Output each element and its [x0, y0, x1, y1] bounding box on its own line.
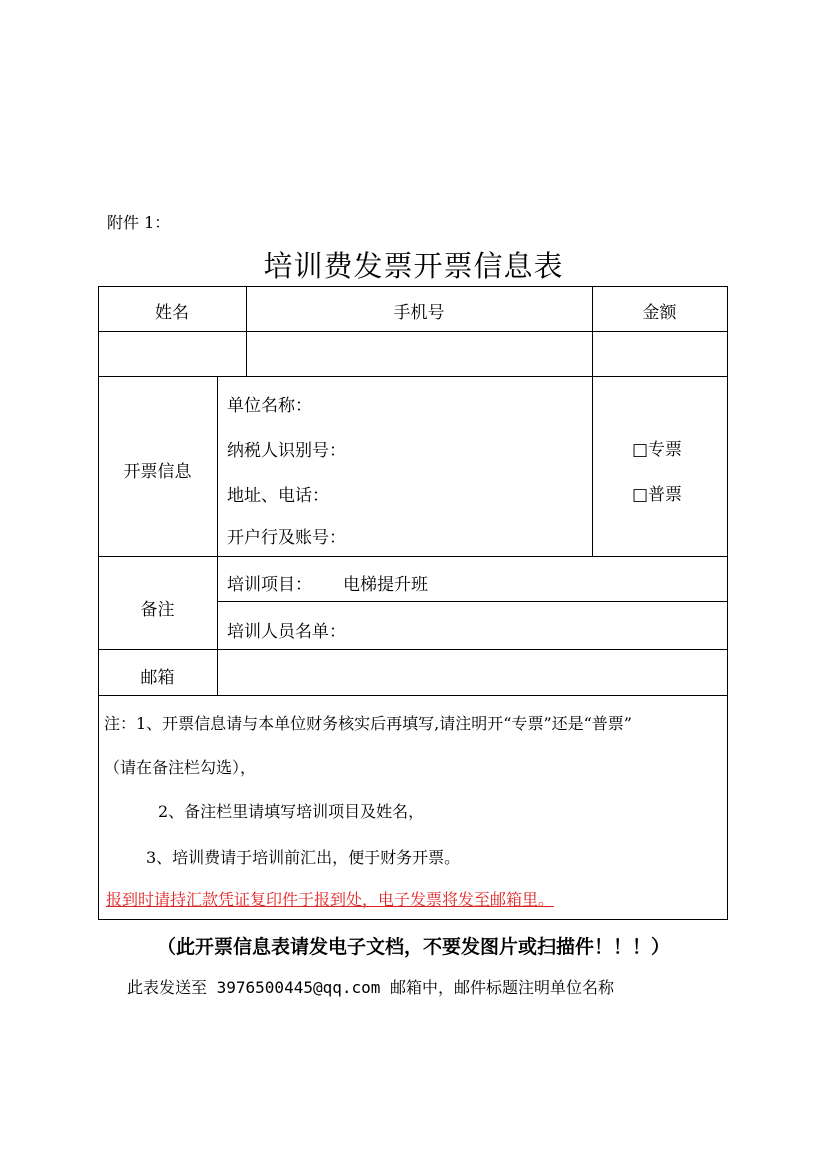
bold-note: （此开票信息表请发电子文档，不要发图片或扫描件！！！） — [156, 936, 670, 958]
normal-invoice-checkbox[interactable]: □普票 — [632, 485, 683, 505]
header-phone: 手机号 — [393, 303, 445, 323]
red-note: 报到时请持汇款凭证复印件于报到处，电子发票将发至邮箱里。 — [106, 890, 555, 909]
note-line-2: （请在备注栏勾选）， — [104, 758, 257, 777]
attachment-label: 附件 1： — [107, 213, 171, 232]
phone-field[interactable] — [247, 332, 592, 376]
invoice-info-label: 开票信息 — [123, 462, 192, 482]
email-label: 邮箱 — [140, 668, 175, 688]
training-project-value: 电梯提升班 — [343, 575, 428, 595]
note-line-3: 2、备注栏里请填写培训项目及姓名， — [158, 802, 425, 821]
note-line-1: 注：1、开票信息请与本单位财务核实后再填写,请注明开“专票”还是“普票” — [104, 714, 632, 733]
training-project-label: 培训项目： — [227, 575, 312, 595]
address-phone-label: 地址、电话： — [227, 486, 329, 506]
header-amount: 金额 — [642, 303, 677, 323]
remarks-label: 备注 — [140, 600, 175, 620]
form-title: 培训费发票开票信息表 — [263, 249, 564, 283]
trainee-list-label: 培训人员名单： — [227, 622, 346, 642]
header-name: 姓名 — [155, 303, 189, 323]
note-line-4: 3、培训费请于培训前汇出，便于财务开票。 — [146, 848, 461, 867]
amount-field[interactable] — [593, 332, 727, 376]
bank-account-label: 开户行及账号： — [227, 528, 346, 548]
email-field[interactable] — [218, 650, 727, 695]
company-name-label: 单位名称： — [227, 396, 312, 416]
send-note: 此表发送至 3976500445@qq.com 邮箱中，邮件标题注明单位名称 — [127, 978, 615, 997]
name-field[interactable] — [99, 332, 246, 376]
special-invoice-checkbox[interactable]: □专票 — [632, 440, 683, 460]
tax-id-label: 纳税人识别号： — [227, 441, 346, 461]
